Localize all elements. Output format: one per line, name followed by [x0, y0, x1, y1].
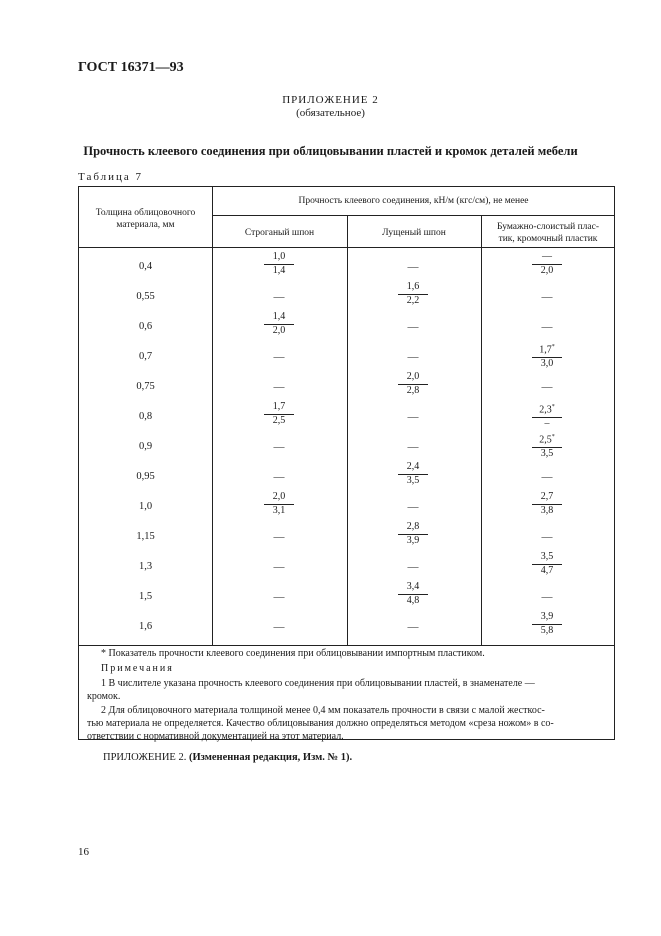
thickness-cell: 1,6: [138, 621, 153, 632]
value-fraction: [532, 491, 562, 517]
thickness-cell: 1,3: [138, 561, 153, 572]
value-dash: —: [541, 591, 553, 603]
fraction-numerator: 2,0: [406, 371, 420, 382]
fraction-numerator: 2,0: [272, 491, 286, 502]
thickness-cell: 0,8: [138, 411, 153, 422]
fraction-denominator: 3,1: [272, 505, 286, 516]
value-fraction: [532, 341, 562, 370]
fraction-denominator: 3,8: [540, 505, 554, 516]
note-2: 2 Для облицовочного материала толщиной менее 0,4 мм показатель прочности в связи с малой жесткос-: [101, 705, 545, 716]
value-dash: —: [273, 381, 285, 393]
value-dash: —: [273, 471, 285, 483]
fraction-numerator: 2,5*: [539, 434, 555, 446]
table-label: Таблица 7: [78, 171, 144, 183]
table-hline: [79, 247, 615, 248]
value-fraction: [264, 401, 294, 427]
value-dash: —: [541, 531, 553, 543]
value-fraction: [532, 431, 562, 460]
fraction-denominator: 2,8: [406, 385, 420, 396]
column-group-header: Прочность клеевого соединения, кН/м (кгс/см), не менее: [298, 196, 529, 206]
value-dash: —: [407, 561, 419, 573]
fraction-denominator: 5,8: [540, 625, 554, 636]
fraction-numerator: 2,4: [406, 461, 420, 472]
fraction-denominator: 3,5: [540, 448, 554, 460]
fraction-denominator: 3,9: [406, 535, 420, 546]
thickness-cell: 0,4: [138, 261, 153, 272]
thickness-cell: 0,7: [138, 351, 153, 362]
thickness-cell: 0,55: [136, 291, 155, 302]
value-dash: —: [273, 531, 285, 543]
thickness-cell: 1,15: [136, 531, 155, 542]
column-header-peeled-veneer: Лущеный шпон: [382, 228, 446, 238]
value-fraction: [532, 611, 562, 637]
value-dash: —: [273, 621, 285, 633]
value-dash: —: [407, 321, 419, 333]
fraction-denominator: 1,4: [272, 265, 286, 276]
fraction-numerator: 1,0: [272, 251, 286, 262]
fraction-numerator: 3,5: [540, 551, 554, 562]
table-vline: [212, 187, 213, 645]
note-2-cont2: ответствии с нормативной документацией на этот материал.: [87, 731, 344, 742]
section-heading: Прочность клеевого соединения при облицовывании пластей и кромок деталей мебели: [83, 144, 578, 158]
note-2-cont: тью материала не определяется. Качество облицовывания должно определяться методом «среза ножом» в со-: [87, 718, 554, 729]
amendment-prefix: ПРИЛОЖЕНИЕ 2.: [103, 752, 187, 763]
thickness-cell: 0,95: [136, 471, 155, 482]
value-dash: —: [407, 261, 419, 273]
note-1-cont: кромок.: [87, 691, 121, 702]
fraction-numerator: 2,3*: [539, 404, 555, 416]
value-dash: —: [407, 441, 419, 453]
value-fraction: [398, 461, 428, 487]
value-dash: —: [273, 291, 285, 303]
fraction-denominator: 2,2: [406, 295, 420, 306]
table-hline: [212, 215, 615, 216]
thickness-cell: 0,9: [138, 441, 153, 452]
strength-table: [78, 186, 615, 740]
value-dash: —: [407, 621, 419, 633]
amendment-note: [103, 752, 352, 763]
value-fraction: [398, 581, 428, 607]
column-header-laminate: Бумажно-слоистый плас- тик, кромочный пластик: [497, 222, 599, 244]
footnote-mark: *: [551, 434, 555, 440]
footnote-mark: *: [551, 404, 555, 410]
value-dash: —: [407, 501, 419, 513]
column-header-thickness: Толщина облицовочного материала, мм: [95, 208, 196, 230]
thickness-cell: 1,0: [138, 501, 153, 512]
value-fraction: [532, 251, 562, 277]
value-fraction: [264, 491, 294, 517]
fraction-denominator: 2,0: [272, 325, 286, 336]
value-dash: —: [541, 291, 553, 303]
value-fraction: [398, 371, 428, 397]
value-fraction: [398, 281, 428, 307]
appendix-subtitle: (обязательное): [296, 107, 365, 119]
fraction-denominator: 4,8: [406, 595, 420, 606]
page-number: 16: [78, 846, 89, 858]
footnote-mark: *: [551, 344, 555, 350]
value-dash: —: [273, 441, 285, 453]
value-dash: —: [541, 321, 553, 333]
value-dash: —: [273, 351, 285, 363]
document-code: ГОСТ 16371—93: [78, 60, 184, 75]
value-dash: —: [273, 591, 285, 603]
table-footnote: * Показатель прочности клеевого соединения при облицовывании импортным пластиком.: [101, 648, 485, 659]
fraction-numerator: —: [542, 251, 552, 262]
fraction-denominator: 4,7: [540, 565, 554, 576]
fraction-numerator: 2,8: [406, 521, 420, 532]
appendix-title: ПРИЛОЖЕНИЕ 2: [282, 94, 379, 106]
value-dash: —: [273, 561, 285, 573]
fraction-denominator: 3,0: [540, 358, 554, 370]
thickness-cell: 1,5: [138, 591, 153, 602]
fraction-numerator: 1,6: [406, 281, 420, 292]
fraction-denominator: 2,5: [272, 415, 286, 426]
fraction-denominator: –: [544, 418, 550, 430]
column-header-planed-veneer: Строганый шпон: [244, 228, 315, 238]
value-fraction: [532, 401, 562, 430]
value-dash: —: [541, 381, 553, 393]
fraction-denominator: 2,0: [540, 265, 554, 276]
fraction-numerator: 2,7: [540, 491, 554, 502]
fraction-numerator: 1,7*: [539, 344, 555, 356]
amendment-text: (Измененная редакция, Изм. № 1).: [188, 752, 353, 763]
notes-title: Примечания: [101, 663, 174, 674]
thickness-cell: 0,75: [136, 381, 155, 392]
value-fraction: [264, 251, 294, 277]
fraction-denominator: 3,5: [406, 475, 420, 486]
table-hline: [79, 645, 615, 646]
fraction-numerator: 1,7: [272, 401, 286, 412]
value-dash: —: [407, 411, 419, 423]
value-dash: —: [407, 351, 419, 363]
table-vline: [481, 215, 482, 645]
value-fraction: [264, 311, 294, 337]
fraction-numerator: 3,4: [406, 581, 420, 592]
value-fraction: [398, 521, 428, 547]
fraction-numerator: 1,4: [272, 311, 286, 322]
value-dash: —: [541, 471, 553, 483]
value-fraction: [532, 551, 562, 577]
note-1: 1 В числителе указана прочность клеевого соединения при облицовывании пластей, в знаменателе —: [101, 678, 535, 689]
thickness-cell: 0,6: [138, 321, 153, 332]
fraction-numerator: 3,9: [540, 611, 554, 622]
table-vline: [347, 215, 348, 645]
